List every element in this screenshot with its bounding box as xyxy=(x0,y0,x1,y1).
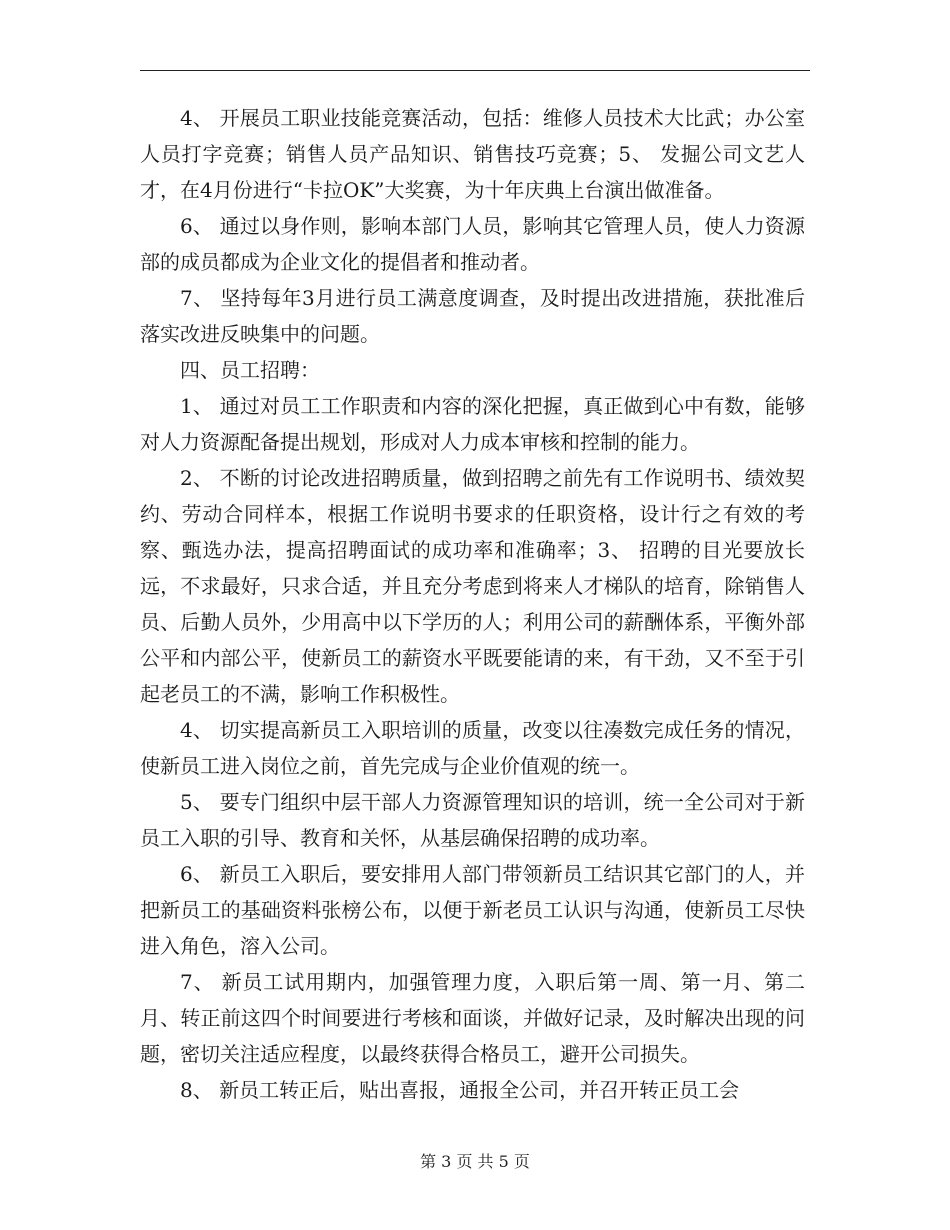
paragraph-9: 7、 新员工试用期内，加强管理力度，入职后第一周、第一月、第二月、转正前这四个时间要进行考核和面谈，并做好记录，及时解决出现的问题，密切关注适应程度，以最终获得合格员工，避开公司损失。 xyxy=(140,970,805,1066)
paragraph-7: 5、 要专门组织中层干部人力资源管理知识的培训，统一全公司对于新员工入职的引导、教育和关怀，从基层确保招聘的成功率。 xyxy=(140,790,805,850)
document-body xyxy=(140,100,805,1108)
header-rule xyxy=(140,70,810,71)
section-heading-recruitment: 四、员工招聘： xyxy=(180,358,320,382)
paragraph-5: 2、 不断的讨论改进招聘质量，做到招聘之前先有工作说明书、绩效契约、劳动合同样本，根据工作说明书要求的任职资格，设计行之有效的考察、甄选办法，提高招聘面试的成功率和准确率；3、 招聘的目光要放长远，不求最好，只求合适，并且充分考虑到将来人才梯队的培育，除销售人员、后勤人员外，少用高中以下学历的人；利用公司的薪酬体系，平衡外部公平和内部公平，使新员工的薪资水平既要能请的来，有干劲，又不至于引起老员工的不满，影响工作积极性。 xyxy=(140,466,805,706)
paragraph-4: 1、 通过对员工工作职责和内容的深化把握，真正做到心中有数，能够对人力资源配备提出规划，形成对人力成本审核和控制的能力。 xyxy=(140,394,805,454)
paragraph-8: 6、 新员工入职后，要安排用人部门带领新员工结识其它部门的人，并把新员工的基础资料张榜公布，以便于新老员工认识与沟通，使新员工尽快进入角色，溶入公司。 xyxy=(140,862,805,958)
paragraph-3: 7、 坚持每年3月进行员工满意度调查，及时提出改进措施，获批准后落实改进反映集中的问题。 xyxy=(140,286,805,346)
paragraph-6: 4、 切实提高新员工入职培训的质量，改变以往凑数完成任务的情况，使新员工进入岗位之前，首先完成与企业价值观的统一。 xyxy=(140,718,805,778)
page-footer xyxy=(0,1152,950,1172)
paragraph-1: 4、 开展员工职业技能竞赛活动，包括：维修人员技术大比武；办公室人员打字竞赛；销售人员产品知识、销售技巧竞赛；5、 发掘公司文艺人才，在4月份进行“卡拉OK”大奖赛，为十年庆典上台演出做准备。 xyxy=(140,106,805,202)
page-number: 第 3 页 共 5 页 xyxy=(420,1152,530,1171)
paragraph-2: 6、 通过以身作则，影响本部门人员，影响其它管理人员，使人力资源部的成员都成为企业文化的提倡者和推动者。 xyxy=(140,214,805,274)
paragraph-10: 8、 新员工转正后，贴出喜报，通报全公司，并召开转正员工会 xyxy=(180,1078,740,1102)
